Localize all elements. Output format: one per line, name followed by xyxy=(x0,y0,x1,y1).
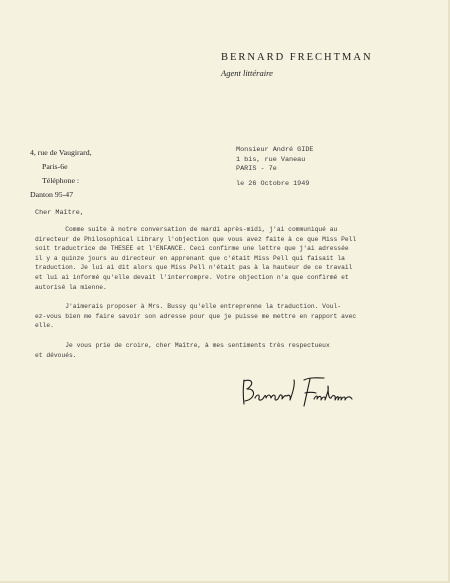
sender-phone-number: Danton 95-47 xyxy=(30,190,74,199)
letterhead-name: BERNARD FRECHTMAN xyxy=(221,52,373,63)
sender-street: 4, rue de Vaugirard, xyxy=(30,148,92,157)
body-paragraph-3: Je vous prie de croire, cher Maître, à mes sentiments très respectueux et dévoués. xyxy=(35,341,330,359)
recipient-city: PARIS - 7e xyxy=(236,165,277,174)
sender-phone-label: Téléphone : xyxy=(42,176,80,185)
letterhead-role: Agent littéraire xyxy=(221,68,273,78)
salutation: Cher Maître, xyxy=(35,209,84,217)
recipient-street: 1 bis, rue Vaneau xyxy=(236,155,306,164)
recipient-name: Monsieur André GIDE xyxy=(236,146,314,154)
recipient-address xyxy=(236,146,314,175)
handwritten-signature xyxy=(238,372,358,412)
body-paragraph-2: J'aimerais proposer à Mrs. Bussy qu'elle entreprenne la traduction. Voul- ez-vous bien me faire savoir son adresse pour que je puisse me mettre en rapport avec elle. xyxy=(35,303,357,330)
letter-date: le 26 Octobre 1949 xyxy=(236,180,310,188)
letter-body xyxy=(35,225,430,370)
sender-address xyxy=(30,146,92,202)
body-paragraph-1: Comme suite à notre conversation de mardi après-midi, j'ai communiqué au directeur de Philosophical Library l'objection que vous avez faite à ce que Miss Pell soit traductrice de THESEE et l'ENFANCE. Ceci confirme une lettre que j'ai adressée il y a quinze jours au directeur en apprenant que c'était Miss Pell qui faisait la traduction. Je lui ai dit alors que Miss Pell n'était pas à la hauteur de ce travail et lui ai informé qu'elle devait l'interrompre. Votre objection n'a que confirmé et autorisé la mienne. xyxy=(35,226,357,291)
sender-city: Paris-6e xyxy=(42,162,68,171)
